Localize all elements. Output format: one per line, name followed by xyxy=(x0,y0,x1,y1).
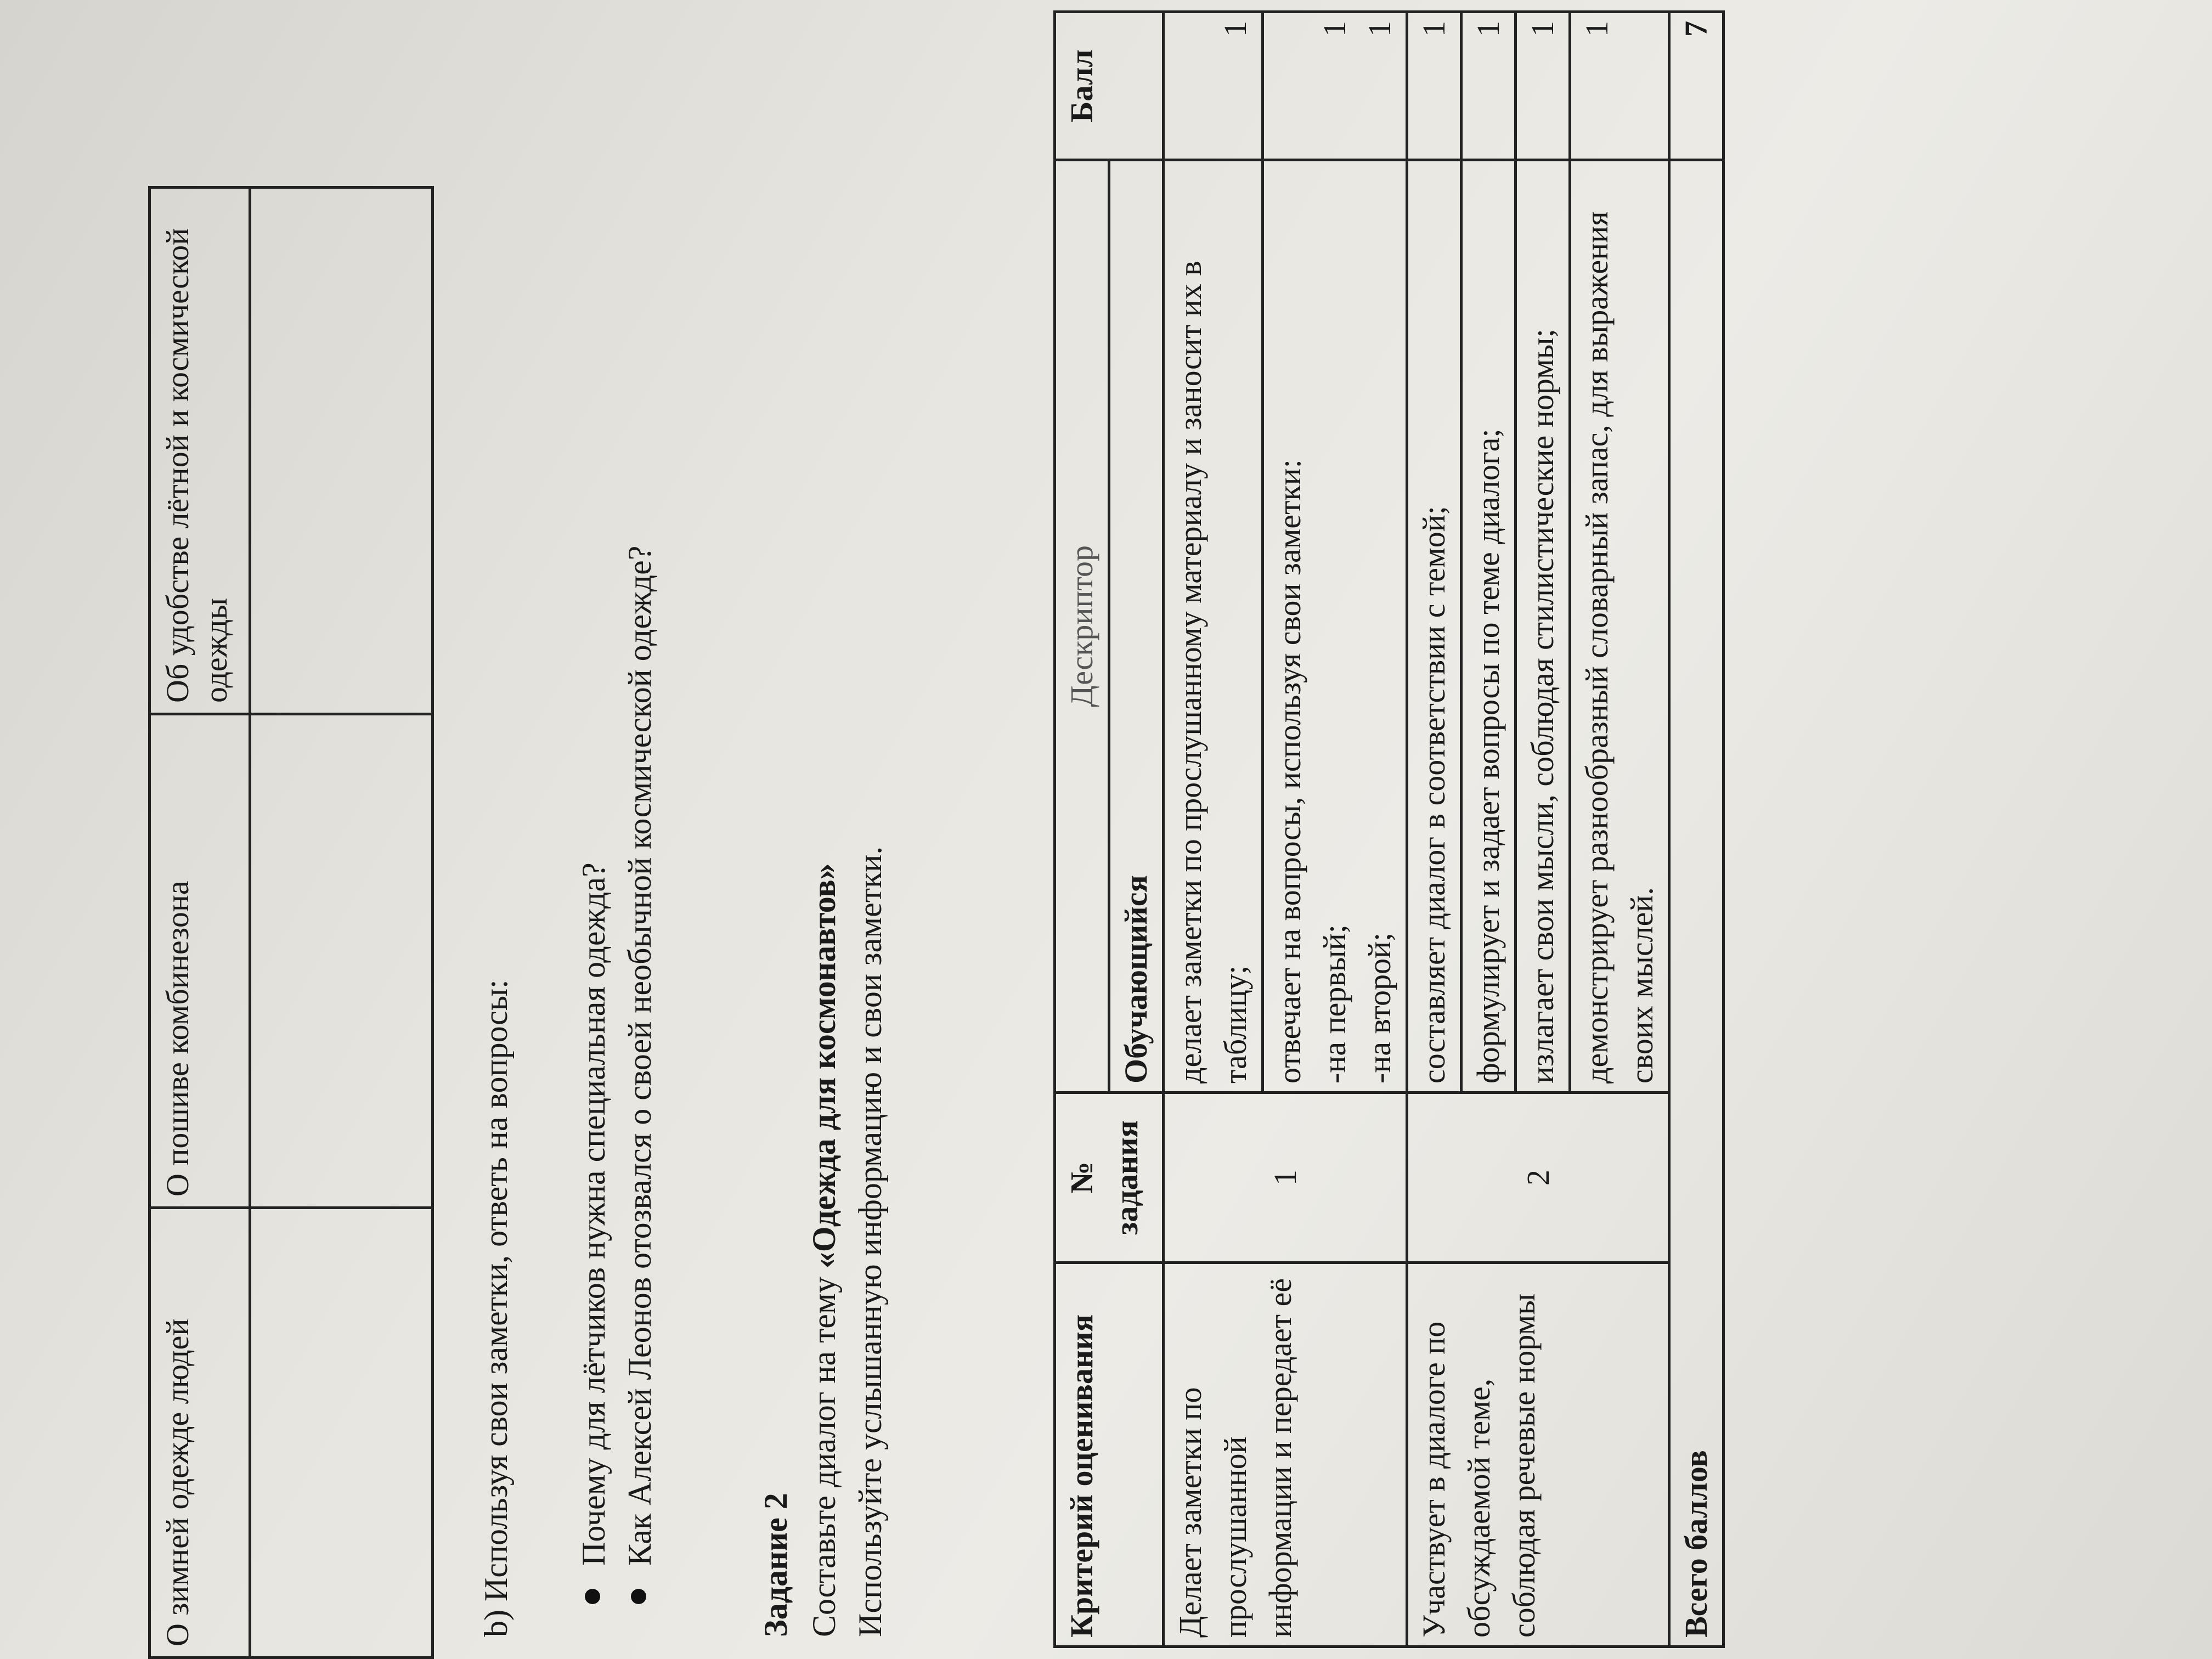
notes-header-jumpsuit-sewing: О пошиве комбинезона xyxy=(150,714,250,1208)
header-descriptor: Дескриптор xyxy=(1055,160,1109,1093)
total-label: Всего баллов xyxy=(1669,160,1724,1647)
section-b-instruction: b) Используя свои заметки, ответь на вопросы: xyxy=(478,979,514,1637)
notes-table xyxy=(148,186,434,1659)
header-criterion: Критерий оценивания xyxy=(1055,1263,1164,1647)
descriptor-item: составляет диалог в соответствии с темой; xyxy=(1407,160,1462,1093)
header-points: Балл xyxy=(1055,12,1164,160)
points-value: 1 1 xyxy=(1263,12,1407,160)
assessment-header-row xyxy=(1055,12,1109,1647)
table-row xyxy=(1164,12,1263,1647)
points-value: 1 xyxy=(1407,12,1462,160)
list-item: Почему для лётчиков нужна специальная одежда? xyxy=(571,546,617,1604)
bullet-icon xyxy=(631,1589,646,1604)
points-value: 1 xyxy=(1570,12,1669,160)
points-value: 1 xyxy=(1164,12,1263,160)
descriptor-item: демонстрирует разнообразный словарный запас, для выражения своих мыслей. xyxy=(1570,160,1669,1093)
list-item: Как Алексей Леонов отозвался о своей необычной космической одежде? xyxy=(617,546,663,1604)
task-number: 2 xyxy=(1407,1093,1669,1263)
notes-header-flight-space-clothing: Об удобстве лётной и космической одежды xyxy=(150,188,250,714)
total-points: 7 xyxy=(1669,12,1724,160)
descriptor-item: формулирует и задает вопросы по теме диалога; xyxy=(1462,160,1516,1093)
task2-title: Задание 2 xyxy=(758,1493,794,1637)
descriptor-item: отвечает на вопросы, используя свои заметки: -на первый; -на второй; xyxy=(1263,160,1407,1093)
points-value: 1 xyxy=(1516,12,1570,160)
notes-cell-empty[interactable] xyxy=(250,1208,433,1658)
header-task-number: № задания xyxy=(1055,1093,1164,1263)
notes-cell-empty[interactable] xyxy=(250,714,433,1208)
notes-cell-empty[interactable] xyxy=(250,188,433,714)
bullet-icon xyxy=(585,1589,600,1604)
task-number: 1 xyxy=(1164,1093,1407,1263)
task2-topic: «Одежда для космонавтов» xyxy=(806,863,842,1269)
descriptor-item: делает заметки по прослушанному материалу и заносит их в таблицу; xyxy=(1164,160,1263,1093)
notes-header-winter-clothing: О зимней одежде людей xyxy=(150,1208,250,1658)
criterion-notes: Делает заметки по прослушанной информации и передает её xyxy=(1164,1263,1407,1647)
points-value: 1 xyxy=(1462,12,1516,160)
table-row xyxy=(1407,12,1462,1647)
questions-list xyxy=(571,546,663,1604)
header-learner: Обучающийся xyxy=(1109,160,1164,1093)
notes-table-header xyxy=(150,188,250,1658)
notes-table-empty-row xyxy=(250,188,433,1658)
total-row xyxy=(1669,12,1724,1647)
criterion-dialogue: Участвует в диалоге по обсуждаемой теме, соблюдая речевые нормы xyxy=(1407,1263,1669,1647)
descriptor-item: излагает свои мысли, соблюдая стилистические нормы; xyxy=(1516,160,1570,1093)
task2-instructions: Составьте диалог на тему «Одежда для космонавтов» Используйте услышанную информацию и свои заметки. xyxy=(806,846,888,1637)
assessment-table xyxy=(1053,10,1725,1648)
